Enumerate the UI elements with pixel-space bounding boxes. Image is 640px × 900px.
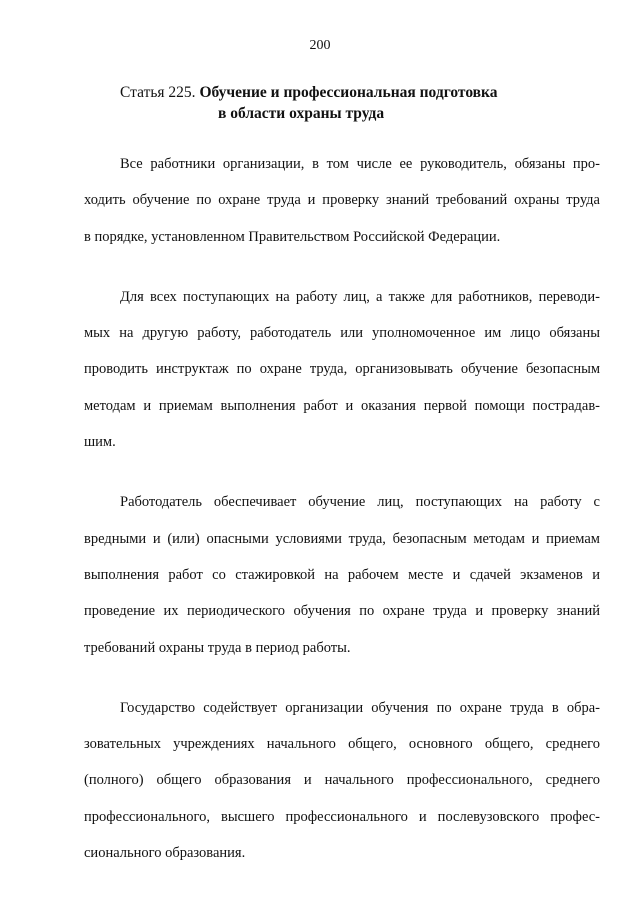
paragraph-line: Все работники организации, в том числе ее руководитель, обязаны про- xyxy=(120,156,600,172)
paragraph xyxy=(84,279,600,460)
paragraph-line: методам и приемам выполнения работ и оказания первой помощи пострадав- xyxy=(84,397,600,414)
paragraph-line: мых на другую работу, работодатель или уполномоченное им лицо обязаны xyxy=(84,325,600,342)
paragraph-line: ходить обучение по охране труда и проверку знаний требований охраны труда xyxy=(84,192,600,209)
paragraph-line: проводить инструктаж по охране труда, организовывать обучение безопасным xyxy=(84,361,600,378)
paragraph-line: в порядке, установленном Правительством Российской Федерации. xyxy=(84,228,501,245)
article-heading xyxy=(120,82,580,124)
article-number: Статья 225. xyxy=(120,84,196,101)
article-body xyxy=(84,146,600,895)
paragraph-line: Государство содействует организации обучения по охране труда в обра- xyxy=(120,699,600,716)
paragraph-line: (полного) общего образования и начального профессионального, среднего xyxy=(84,772,600,789)
paragraph-line: зовательных учреждениях начального общего, основного общего, среднего xyxy=(84,736,600,753)
paragraph-line: проведение их периодического обучения по охране труда и проверку знаний xyxy=(84,603,600,620)
paragraph-line: Для всех поступающих на работу лиц, а также для работников, переводи- xyxy=(120,288,600,305)
paragraph-line: требований охраны труда в период работы. xyxy=(84,639,351,656)
paragraph-line: Работодатель обеспечивает обучение лиц, поступающих на работу с xyxy=(120,494,600,511)
page-number: 200 xyxy=(309,38,331,53)
paragraph xyxy=(84,690,600,871)
paragraph-line: вредными и (или) опасными условиями труда, безопасным методам и приемам xyxy=(84,530,600,547)
paragraph-line: профессионального, высшего профессионального и послевузовского профес- xyxy=(84,808,600,825)
paragraph-line: сионального образования. xyxy=(84,845,246,862)
article-title-line-2: в области охраны труда xyxy=(218,105,385,122)
paragraph-line: шим. xyxy=(84,434,116,451)
paragraph xyxy=(84,484,600,665)
paragraph xyxy=(84,146,600,255)
paragraph-line: выполнения работ со стажировкой на рабочем месте и сдачей экзаменов и xyxy=(84,566,600,583)
article-title-line-1: Обучение и профессиональная подготовка xyxy=(199,84,498,101)
